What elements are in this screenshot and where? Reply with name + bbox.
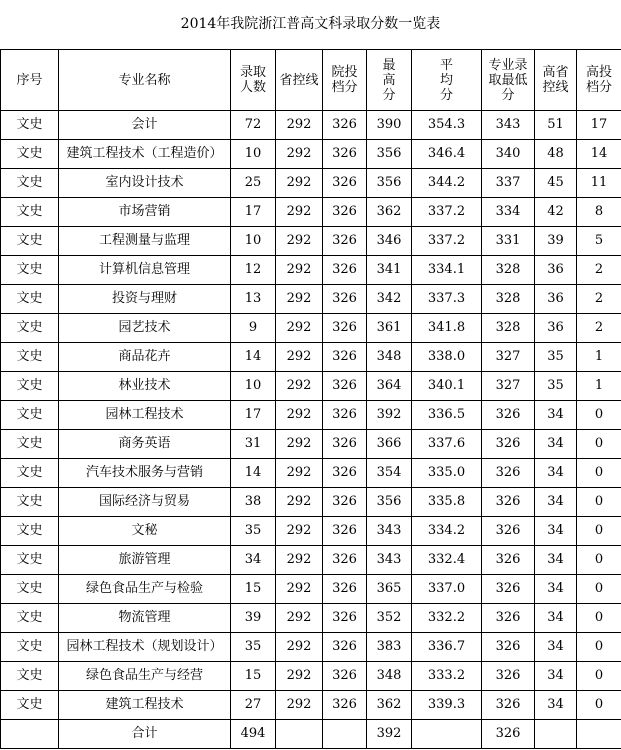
cell-enrolled: 14 [231,459,276,488]
table-row [1,517,621,546]
cell-max-score: 354 [367,459,412,488]
total-cell-blank [412,720,482,749]
cell-avg-score: 335.8 [412,488,482,517]
cell-max-score: 392 [367,401,412,430]
cell-control-line: 292 [276,633,323,662]
cell-above-control: 34 [535,430,577,459]
cell-above-college: 0 [577,633,621,662]
cell-above-control: 42 [535,198,577,227]
cell-above-college: 11 [577,169,621,198]
cell-above-control: 34 [535,604,577,633]
table-row [1,488,621,517]
header-cell-college-score: 院投档分 [323,50,367,111]
cell-min-score: 326 [482,401,535,430]
cell-control-line: 292 [276,517,323,546]
cell-min-score: 326 [482,430,535,459]
cell-major: 工程测量与监理 [59,227,231,256]
cell-category: 文史 [1,488,59,517]
cell-avg-score: 339.3 [412,691,482,720]
cell-enrolled: 12 [231,256,276,285]
header-cell-above-control: 高省控线 [535,50,577,111]
cell-college-score: 326 [323,227,367,256]
cell-college-score: 326 [323,575,367,604]
cell-college-score: 326 [323,662,367,691]
cell-max-score: 365 [367,575,412,604]
cell-enrolled: 10 [231,372,276,401]
table-row [1,459,621,488]
cell-category: 文史 [1,517,59,546]
cell-max-score: 356 [367,140,412,169]
total-cell-blank [577,720,621,749]
cell-max-score: 343 [367,517,412,546]
cell-min-score: 337 [482,169,535,198]
cell-enrolled: 10 [231,140,276,169]
cell-college-score: 326 [323,198,367,227]
cell-college-score: 326 [323,285,367,314]
cell-above-college: 0 [577,517,621,546]
cell-above-control: 34 [535,401,577,430]
cell-avg-score: 337.6 [412,430,482,459]
cell-above-college: 0 [577,488,621,517]
cell-avg-score: 335.0 [412,459,482,488]
table-row [1,256,621,285]
cell-college-score: 326 [323,140,367,169]
cell-max-score: 356 [367,488,412,517]
cell-avg-score: 338.0 [412,343,482,372]
cell-control-line: 292 [276,256,323,285]
table-row [1,691,621,720]
cell-min-score: 328 [482,314,535,343]
cell-min-score: 326 [482,662,535,691]
cell-above-college: 0 [577,430,621,459]
cell-category: 文史 [1,227,59,256]
header-cell-control-line: 省控线 [276,50,323,111]
cell-enrolled: 39 [231,604,276,633]
table-row [1,604,621,633]
cell-category: 文史 [1,575,59,604]
cell-major: 室内设计技术 [59,169,231,198]
cell-max-score: 390 [367,111,412,140]
cell-enrolled: 31 [231,430,276,459]
cell-max-score: 361 [367,314,412,343]
cell-control-line: 292 [276,488,323,517]
cell-college-score: 326 [323,691,367,720]
cell-major: 市场营销 [59,198,231,227]
cell-above-college: 2 [577,256,621,285]
cell-major: 汽车技术服务与营销 [59,459,231,488]
table-body [1,111,621,720]
cell-college-score: 326 [323,401,367,430]
cell-enrolled: 72 [231,111,276,140]
cell-min-score: 340 [482,140,535,169]
cell-control-line: 292 [276,227,323,256]
cell-max-score: 346 [367,227,412,256]
cell-max-score: 352 [367,604,412,633]
cell-avg-score: 332.2 [412,604,482,633]
cell-max-score: 362 [367,198,412,227]
cell-avg-score: 332.4 [412,546,482,575]
table-row [1,372,621,401]
cell-above-control: 35 [535,343,577,372]
cell-max-score: 348 [367,662,412,691]
cell-enrolled: 17 [231,198,276,227]
cell-enrolled: 27 [231,691,276,720]
cell-major: 园林工程技术（规划设计） [59,633,231,662]
cell-enrolled: 15 [231,662,276,691]
cell-avg-score: 344.2 [412,169,482,198]
cell-category: 文史 [1,546,59,575]
cell-above-college: 0 [577,401,621,430]
cell-min-score: 326 [482,546,535,575]
cell-enrolled: 35 [231,517,276,546]
cell-enrolled: 25 [231,169,276,198]
cell-above-college: 8 [577,198,621,227]
cell-category: 文史 [1,343,59,372]
cell-category: 文史 [1,198,59,227]
cell-control-line: 292 [276,459,323,488]
cell-major: 建筑工程技术 [59,691,231,720]
cell-control-line: 292 [276,691,323,720]
total-row [1,720,621,749]
cell-min-score: 328 [482,256,535,285]
cell-avg-score: 337.2 [412,198,482,227]
table-row [1,401,621,430]
total-cell-blank [1,720,59,749]
cell-college-score: 326 [323,314,367,343]
cell-above-college: 14 [577,140,621,169]
cell-category: 文史 [1,401,59,430]
cell-control-line: 292 [276,546,323,575]
cell-min-score: 326 [482,633,535,662]
cell-above-control: 34 [535,459,577,488]
cell-college-score: 326 [323,372,367,401]
cell-major: 林业技术 [59,372,231,401]
cell-avg-score: 337.0 [412,575,482,604]
cell-control-line: 292 [276,285,323,314]
header-cell-above-college: 高投档分 [577,50,621,111]
table-row [1,285,621,314]
cell-min-score: 326 [482,488,535,517]
total-label: 合计 [59,720,231,749]
cell-major: 计算机信息管理 [59,256,231,285]
cell-avg-score: 340.1 [412,372,482,401]
cell-above-control: 34 [535,691,577,720]
cell-category: 文史 [1,430,59,459]
cell-college-score: 326 [323,546,367,575]
cell-control-line: 292 [276,343,323,372]
cell-min-score: 343 [482,111,535,140]
cell-min-score: 334 [482,198,535,227]
cell-major: 建筑工程技术（工程造价） [59,140,231,169]
cell-control-line: 292 [276,604,323,633]
table-row [1,227,621,256]
cell-category: 文史 [1,662,59,691]
cell-min-score: 327 [482,372,535,401]
cell-college-score: 326 [323,111,367,140]
header-row [1,50,621,111]
cell-enrolled: 13 [231,285,276,314]
cell-college-score: 326 [323,604,367,633]
cell-above-control: 36 [535,314,577,343]
table-row [1,343,621,372]
cell-college-score: 326 [323,488,367,517]
cell-category: 文史 [1,459,59,488]
cell-control-line: 292 [276,372,323,401]
cell-above-control: 45 [535,169,577,198]
cell-above-control: 34 [535,488,577,517]
cell-avg-score: 346.4 [412,140,482,169]
cell-above-control: 34 [535,633,577,662]
cell-control-line: 292 [276,198,323,227]
cell-avg-score: 336.7 [412,633,482,662]
cell-major: 绿色食品生产与经营 [59,662,231,691]
cell-max-score: 342 [367,285,412,314]
table-row [1,575,621,604]
cell-min-score: 326 [482,575,535,604]
cell-max-score: 362 [367,691,412,720]
cell-category: 文史 [1,169,59,198]
cell-above-college: 1 [577,372,621,401]
total-count: 494 [231,720,276,749]
total-cell-blank [323,720,367,749]
cell-above-control: 36 [535,285,577,314]
cell-college-score: 326 [323,256,367,285]
cell-control-line: 292 [276,662,323,691]
header-cell-avg-score: 平均分 [412,50,482,111]
cell-max-score: 356 [367,169,412,198]
cell-control-line: 292 [276,140,323,169]
table-row [1,140,621,169]
cell-above-control: 51 [535,111,577,140]
cell-max-score: 348 [367,343,412,372]
cell-avg-score: 337.3 [412,285,482,314]
total-cell-blank [535,720,577,749]
header-cell-max-score: 最高分 [367,50,412,111]
cell-category: 文史 [1,633,59,662]
table-row [1,314,621,343]
cell-above-college: 0 [577,575,621,604]
total-min-score: 326 [482,720,535,749]
cell-min-score: 326 [482,691,535,720]
cell-above-college: 0 [577,691,621,720]
cell-above-college: 17 [577,111,621,140]
cell-major: 会计 [59,111,231,140]
cell-avg-score: 334.2 [412,517,482,546]
cell-category: 文史 [1,256,59,285]
cell-category: 文史 [1,285,59,314]
cell-enrolled: 34 [231,546,276,575]
cell-enrolled: 17 [231,401,276,430]
cell-enrolled: 35 [231,633,276,662]
table-row [1,633,621,662]
cell-category: 文史 [1,604,59,633]
cell-control-line: 292 [276,314,323,343]
cell-max-score: 341 [367,256,412,285]
cell-major: 商品花卉 [59,343,231,372]
cell-above-control: 34 [535,662,577,691]
cell-max-score: 364 [367,372,412,401]
table-row [1,546,621,575]
cell-college-score: 326 [323,169,367,198]
table-row [1,662,621,691]
cell-avg-score: 334.1 [412,256,482,285]
admission-scores-table [0,49,621,749]
cell-college-score: 326 [323,517,367,546]
cell-above-control: 34 [535,546,577,575]
cell-above-control: 35 [535,372,577,401]
cell-above-control: 34 [535,517,577,546]
total-cell-blank [276,720,323,749]
cell-above-college: 1 [577,343,621,372]
cell-above-college: 2 [577,314,621,343]
cell-avg-score: 336.5 [412,401,482,430]
cell-above-college: 0 [577,604,621,633]
cell-min-score: 328 [482,285,535,314]
cell-enrolled: 38 [231,488,276,517]
cell-min-score: 331 [482,227,535,256]
cell-enrolled: 15 [231,575,276,604]
cell-major: 旅游管理 [59,546,231,575]
cell-max-score: 383 [367,633,412,662]
cell-major: 文秘 [59,517,231,546]
cell-category: 文史 [1,691,59,720]
cell-above-control: 36 [535,256,577,285]
cell-above-college: 5 [577,227,621,256]
cell-enrolled: 14 [231,343,276,372]
cell-major: 物流管理 [59,604,231,633]
header-cell-min-score: 专业录取最低分 [482,50,535,111]
cell-category: 文史 [1,140,59,169]
cell-control-line: 292 [276,430,323,459]
table-row [1,111,621,140]
cell-college-score: 326 [323,343,367,372]
cell-max-score: 343 [367,546,412,575]
cell-above-control: 39 [535,227,577,256]
cell-category: 文史 [1,372,59,401]
table-row [1,198,621,227]
cell-enrolled: 9 [231,314,276,343]
cell-major: 国际经济与贸易 [59,488,231,517]
table-row [1,430,621,459]
cell-college-score: 326 [323,459,367,488]
cell-enrolled: 10 [231,227,276,256]
cell-min-score: 327 [482,343,535,372]
cell-avg-score: 354.3 [412,111,482,140]
cell-above-college: 0 [577,459,621,488]
cell-major: 绿色食品生产与检验 [59,575,231,604]
cell-major: 投资与理财 [59,285,231,314]
cell-control-line: 292 [276,575,323,604]
cell-min-score: 326 [482,517,535,546]
header-cell-enrolled: 录取人数 [231,50,276,111]
total-max-score: 392 [367,720,412,749]
cell-college-score: 326 [323,430,367,459]
cell-control-line: 292 [276,111,323,140]
header-cell-major: 专业名称 [59,50,231,111]
table-row [1,169,621,198]
cell-control-line: 292 [276,169,323,198]
cell-major: 商务英语 [59,430,231,459]
cell-above-college: 0 [577,546,621,575]
cell-min-score: 326 [482,459,535,488]
cell-category: 文史 [1,111,59,140]
cell-max-score: 366 [367,430,412,459]
cell-min-score: 326 [482,604,535,633]
cell-above-control: 48 [535,140,577,169]
cell-above-college: 2 [577,285,621,314]
cell-avg-score: 341.8 [412,314,482,343]
cell-avg-score: 337.2 [412,227,482,256]
cell-above-control: 34 [535,575,577,604]
table-title: 2014年我院浙江普高文科录取分数一览表 [180,16,441,32]
cell-above-college: 0 [577,662,621,691]
cell-avg-score: 333.2 [412,662,482,691]
cell-college-score: 326 [323,633,367,662]
cell-control-line: 292 [276,401,323,430]
cell-major: 园艺技术 [59,314,231,343]
header-cell-index: 序号 [1,50,59,111]
cell-category: 文史 [1,314,59,343]
cell-major: 园林工程技术 [59,401,231,430]
